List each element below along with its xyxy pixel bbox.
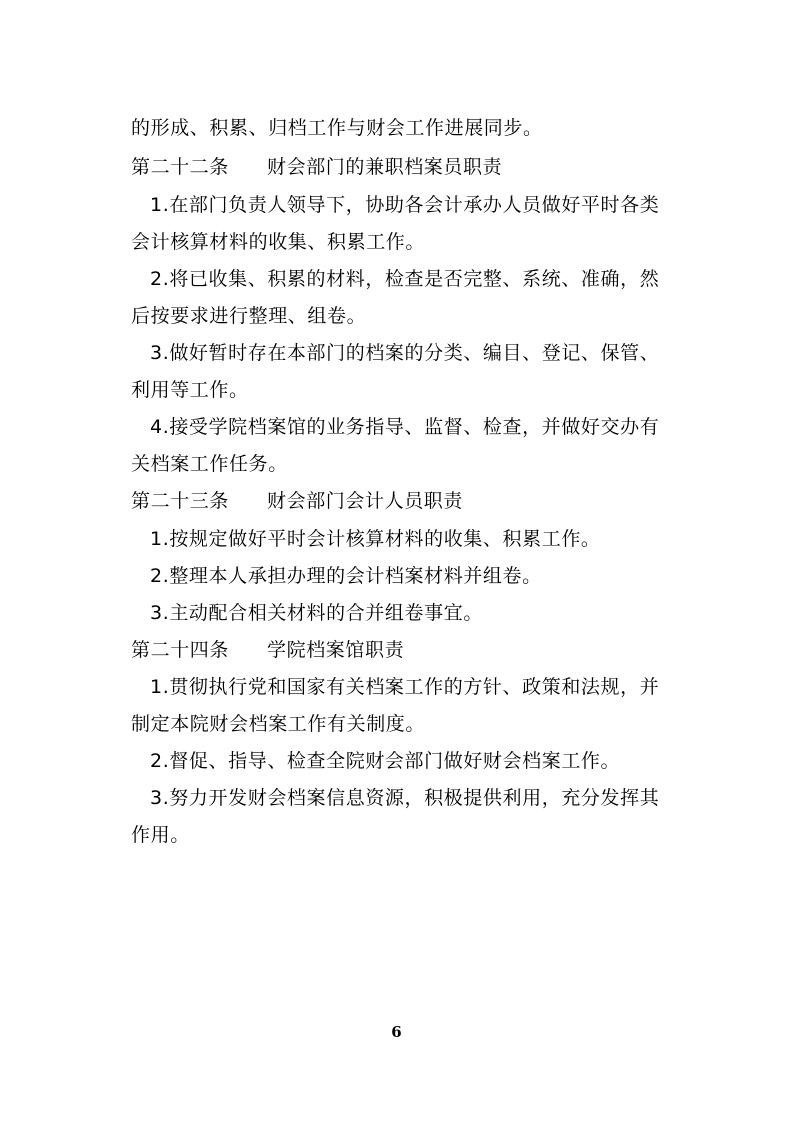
text-line: 1.按规定做好平时会计核算材料的收集、积累工作。	[150, 528, 601, 550]
page-number: 6	[391, 1023, 402, 1041]
text-line: 1.贯彻执行党和国家有关档案工作的方针、政策和法规，并	[150, 676, 660, 698]
text-line: 2.整理本人承担办理的会计档案材料并组卷。	[150, 565, 542, 587]
article-title: 财会部门的兼职档案员职责	[267, 156, 503, 178]
text-line: 的形成、积累、归档工作与财会工作进展同步。	[131, 117, 543, 139]
text-line: 3.主动配合相关材料的合并组卷事宜。	[150, 602, 483, 624]
text-line: 3.做好暂时存在本部门的档案的分类、编目、登记、保管、	[150, 342, 660, 364]
text-line: 2.将已收集、积累的材料，检查是否完整、系统、准确，然	[150, 268, 660, 290]
text-line: 会计核算材料的收集、积累工作。	[131, 231, 426, 253]
article-number: 第二十四条	[131, 639, 230, 661]
text-line: 1.在部门负责人领导下，协助各会计承办人员做好平时各类	[150, 194, 660, 216]
text-line: 2.督促、指导、检查全院财会部门做好财会档案工作。	[150, 750, 621, 772]
article-heading	[131, 638, 404, 662]
text-line: 利用等工作。	[131, 379, 249, 401]
article-number: 第二十二条	[131, 156, 230, 178]
text-line: 4.接受学院档案馆的业务指导、监督、检查，并做好交办有	[150, 416, 660, 438]
article-title: 财会部门会计人员职责	[267, 490, 464, 512]
text-line: 3.努力开发财会档案信息资源，积极提供利用，充分发挥其	[150, 787, 660, 809]
article-heading	[131, 489, 463, 513]
article-heading	[131, 155, 502, 179]
text-line: 作用。	[131, 824, 190, 846]
article-title: 学院档案馆职责	[267, 639, 405, 661]
text-line: 制定本院财会档案工作有关制度。	[131, 713, 426, 735]
text-line: 关档案工作任务。	[131, 453, 288, 475]
text-line: 后按要求进行整理、组卷。	[131, 305, 367, 327]
article-number: 第二十三条	[131, 490, 230, 512]
